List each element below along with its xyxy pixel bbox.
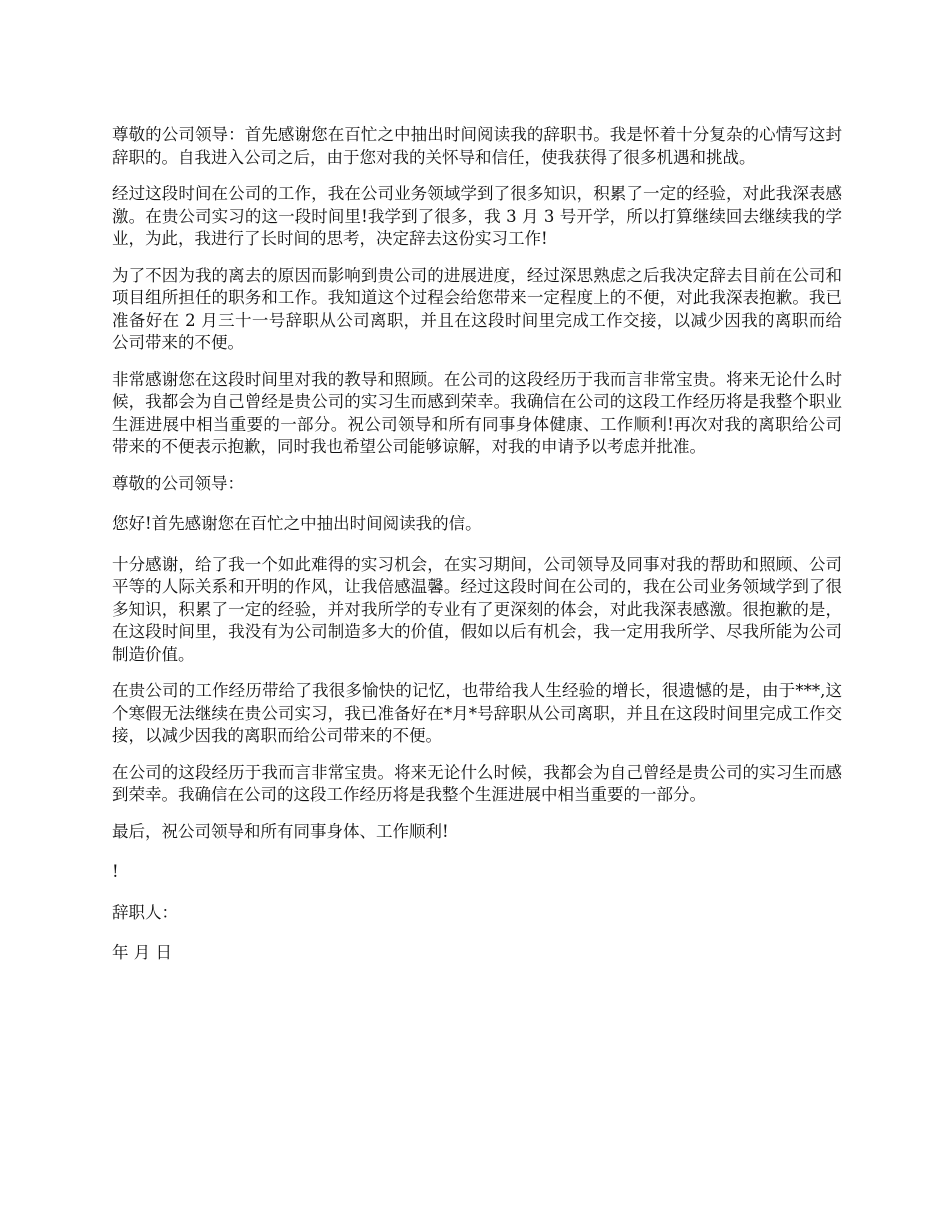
paragraph-3: 为了不因为我的离去的原因而影响到贵公司的进展进度，经过深思熟虑之后我决定辞去目前在公司和项目组所担任的职务和工作。我知道这个过程会给您带来一定程度上的不便，对此我深表抱歉。我已准备好在 2 月三十一号辞职从公司离职，并且在这段时间里完成工作交接，以减少因我的离职而给公司带来的不便。 bbox=[112, 265, 842, 352]
signature-label: 辞职人： bbox=[112, 902, 178, 922]
salutation: 尊敬的公司领导： bbox=[112, 473, 244, 493]
paragraph-7: 在公司的这段经历于我而言非常宝贵。将来无论什么时候，我都会为自己曾经是贵公司的实习生而感到荣幸。我确信在公司的这段工作经历将是我整个生涯进展中相当重要的一部分。 bbox=[112, 762, 842, 804]
greeting: 您好!首先感谢您在百忙之中抽出时间阅读我的信。 bbox=[112, 514, 482, 533]
closing-wish: 最后，祝公司领导和所有同事身体、工作顺利! bbox=[112, 821, 449, 841]
document-body bbox=[112, 124, 842, 983]
exclamation-line: ! bbox=[112, 862, 119, 881]
paragraph-5: 十分感谢，给了我一个如此难得的实习机会，在实习期间，公司领导及同事对我的帮助和照顾、公司平等的人际关系和开明的作风，让我倍感温馨。经过这段时间在公司的，我在公司业务领域学到了很多知识，积累了一定的经验，并对我所学的专业有了更深刻的体会，对此我深表感激。很抱歉的是，在这段时间里，我没有为公司制造多大的价值，假如以后有机会，我一定用我所学、尽我所能为公司制造价值。 bbox=[112, 554, 842, 664]
paragraph-6: 在贵公司的工作经历带给了我很多愉快的记忆，也带给我人生经验的增长，很遗憾的是，由于***,这个寒假无法继续在贵公司实习，我已准备好在*月*号辞职从公司离职，并且在这段时间里完成工作交接，以减少因我的离职而给公司带来的不便。 bbox=[112, 681, 842, 745]
paragraph-1: 尊敬的公司领导：首先感谢您在百忙之中抽出时间阅读我的辞职书。我是怀着十分复杂的心情写这封辞职的。自我进入公司之后，由于您对我的关怀导和信任，使我获得了很多机遇和挑战。 bbox=[112, 125, 842, 167]
date-line: 年 月 日 bbox=[112, 943, 172, 962]
paragraph-2: 经过这段时间在公司的工作，我在公司业务领域学到了很多知识，积累了一定的经验，对此我深表感激。在贵公司实习的这一段时间里!我学到了很多，我 3 月 3 号开学，所以打算继续回去继续我的学业，为此，我进行了长时间的思考，决定辞去这份实习工作! bbox=[112, 184, 842, 248]
paragraph-4: 非常感谢您在这段时间里对我的教导和照顾。在公司的这段经历于我而言非常宝贵。将来无论什么时候，我都会为自己曾经是贵公司的实习生而感到荣幸。我确信在公司的这段工作经历将是我整个职业生涯进展中相当重要的一部分。祝公司领导和所有同事身体健康、工作顺利!再次对我的离职给公司带来的不便表示抱歉，同时我也希望公司能够谅解，对我的申请予以考虑并批准。 bbox=[112, 369, 842, 456]
